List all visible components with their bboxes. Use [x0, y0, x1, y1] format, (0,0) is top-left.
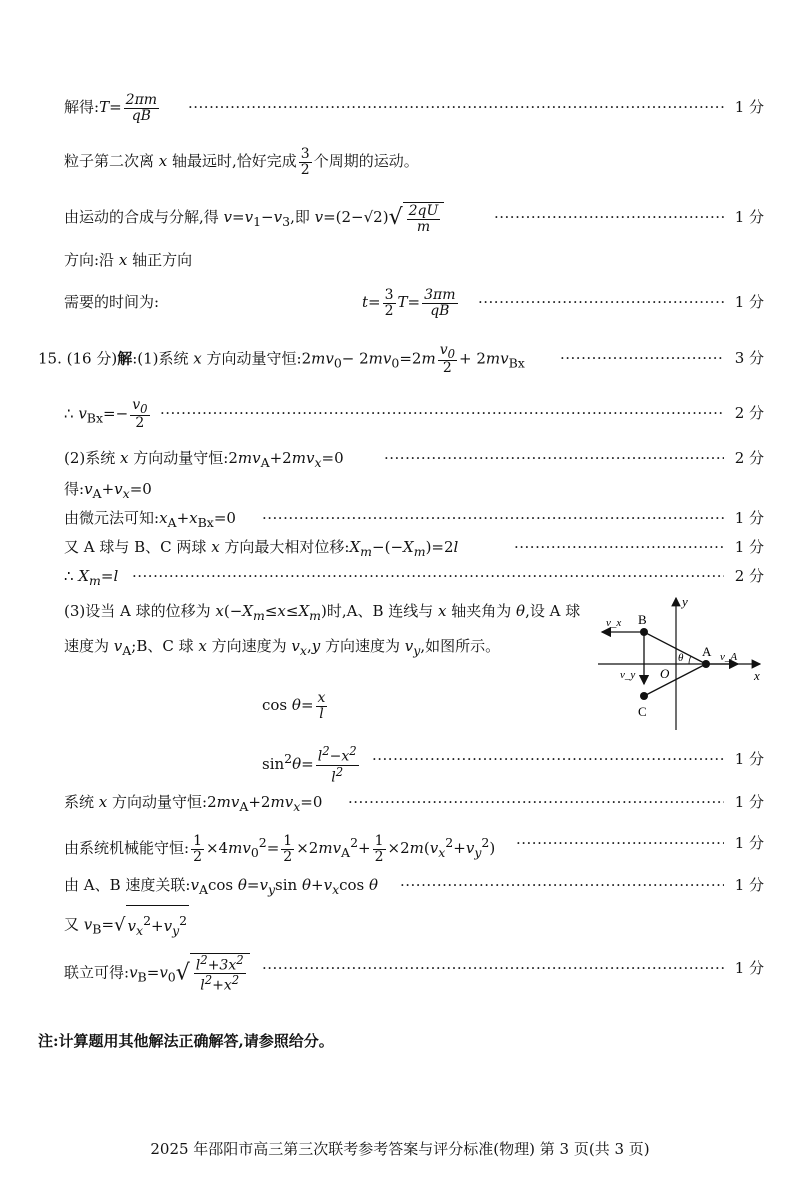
formula: ∴ $v_{Bx}=-$ $\frac{v_0}{2}$ — [64, 397, 148, 432]
formula: 又 $v_B=√$ $v_x^2+v_y^2$ — [64, 905, 189, 935]
text-line: 粒子第二次离 x 轴最远时,恰好完成 $\frac{3}{2}$ 个周期的运动。 — [64, 145, 419, 178]
answer-line — [0, 690, 800, 720]
formula: 解得:T= $\frac{2\pi m}{qB}$ — [64, 91, 158, 124]
label-vy: v_y — [620, 669, 636, 681]
leader-dots — [400, 870, 724, 900]
leader-dots — [384, 443, 724, 473]
label-va: v_A — [720, 651, 738, 663]
answer-line — [0, 503, 800, 533]
score: 1 分 — [734, 750, 764, 768]
formula: (2)系统 x 方向动量守恒$:2mv_A+2mv_x=0$ — [64, 449, 344, 470]
note: 注:计算题用其他解法正确解答,请参照给分。 — [38, 1032, 334, 1050]
score: 1 分 — [734, 98, 764, 116]
answer-line — [0, 474, 800, 504]
label-o: O — [660, 666, 670, 681]
answer-line — [0, 532, 800, 562]
formula: 由 A、B 速度关联$:v_A\cos$ $\theta=v_y\sin$ $\theta+v_x\cos$ θ — [64, 876, 379, 897]
score: 2 分 — [734, 567, 764, 585]
label-x: x — [754, 668, 760, 683]
answer-line — [0, 92, 800, 122]
score: 1 分 — [734, 509, 764, 527]
formula: $\sin^2\theta=$ $\frac{l^2-x^2}{l^2}$ — [262, 744, 357, 786]
page-footer: 2025 年邵阳市高三第三次联考参考答案与评分标准(物理) 第 3 页(共 3 页) — [150, 1140, 650, 1158]
answer-line — [0, 397, 800, 432]
label-a: A — [702, 644, 712, 659]
answer-line — [0, 561, 800, 591]
leader-dots — [348, 787, 724, 817]
leader-dots — [262, 953, 724, 983]
answer-line — [0, 905, 800, 938]
leader-dots — [494, 202, 724, 232]
leader-dots — [478, 287, 724, 317]
leader-dots — [132, 561, 724, 591]
score: 1 分 — [734, 538, 764, 556]
score: 2 分 — [734, 404, 764, 422]
leader-dots — [514, 532, 724, 562]
answer-line — [0, 443, 800, 473]
score: 1 分 — [734, 834, 764, 852]
formula: 由微元法可知$:x_A+x_{Bx}=0$ — [64, 509, 236, 530]
label-vx: v_x — [606, 617, 622, 629]
leader-dots — [516, 828, 724, 858]
paragraph: (3)设当 A 球的位移为 $x(-X_m\le x\le X_m)$时,A、B 连线与 x 轴夹角为 θ,设 A 球速度为 $v_A;B$、C 球 x 方向速度为 $v_x,y$ 方向速度为 $v_y$,如图所示。 — [64, 602, 581, 658]
rod-ab — [644, 632, 706, 664]
score: 1 分 — [734, 793, 764, 811]
ball-a — [702, 660, 710, 668]
formula: 系统 x 方向动量守恒$:2mv_A+2mv_x=0$ — [64, 793, 323, 814]
leader-dots — [372, 744, 724, 774]
answer-line — [0, 828, 800, 865]
text-label: 需要的时间为: — [64, 293, 160, 311]
formula: t= $\frac{3}{2}$ T= $\frac{3\pi m}{qB}$ — [362, 286, 456, 319]
answer-line — [0, 953, 800, 994]
score: 1 分 — [734, 959, 764, 977]
label-b: B — [638, 612, 647, 627]
score: 1 分 — [734, 876, 764, 894]
angle-arc — [689, 656, 691, 664]
formula: 得$:v_A+v_x=0$ — [64, 480, 152, 501]
answer-line — [0, 202, 800, 235]
leader-dots — [560, 343, 724, 373]
leader-dots — [160, 398, 724, 428]
formula: ∴ $X_m=l$ — [64, 567, 119, 588]
leader-dots — [188, 92, 724, 122]
answer-line — [0, 787, 800, 817]
score: 1 分 — [734, 293, 764, 311]
score: 1 分 — [734, 208, 764, 226]
leader-dots — [262, 503, 724, 533]
formula: 由运动的合成与分解,得 $v=v_1-v_3$,即 v=(2−√2)√ $\frac{2qU}{m}$ — [64, 202, 444, 232]
ball-b — [640, 628, 648, 636]
answer-line — [0, 287, 800, 317]
answer-line — [0, 870, 800, 900]
text-line: 方向:沿 x 轴正方向 — [64, 251, 193, 269]
answer-line — [0, 744, 800, 786]
score: 2 分 — [734, 449, 764, 467]
formula: 由系统机械能守恒: $\frac{1}{2}$ $\times 4mv_0^2=$ $\frac{1}{2}$ $\times 2mv_A^2+$ $\frac{1}{2}$ $\times 2m(v_x^2+v_y^2)$ — [64, 832, 496, 865]
formula: 又 A 球与 B、C 两球 x 方向最大相对位移$:X_m-(-X_m)=2l$ — [64, 538, 459, 559]
formula: 15. (16 分)解:(1)系统 x 方向动量守恒$:2mv_0- 2mv_0=2m$ $\frac{v_0}{2}$ + $2mv_{Bx}$ — [38, 342, 525, 377]
formula: 联立可得$:v_B=v_0√$ $\frac{l^2+3x^2}{l^2+x^2}$ — [64, 953, 250, 983]
label-y: y — [682, 594, 688, 609]
answer-line — [0, 342, 800, 377]
score: 3 分 — [734, 349, 764, 367]
label-theta: θ — [678, 652, 684, 664]
label-c: C — [638, 704, 647, 719]
formula: cos θ= $\frac{x}{l}$ — [262, 689, 326, 722]
